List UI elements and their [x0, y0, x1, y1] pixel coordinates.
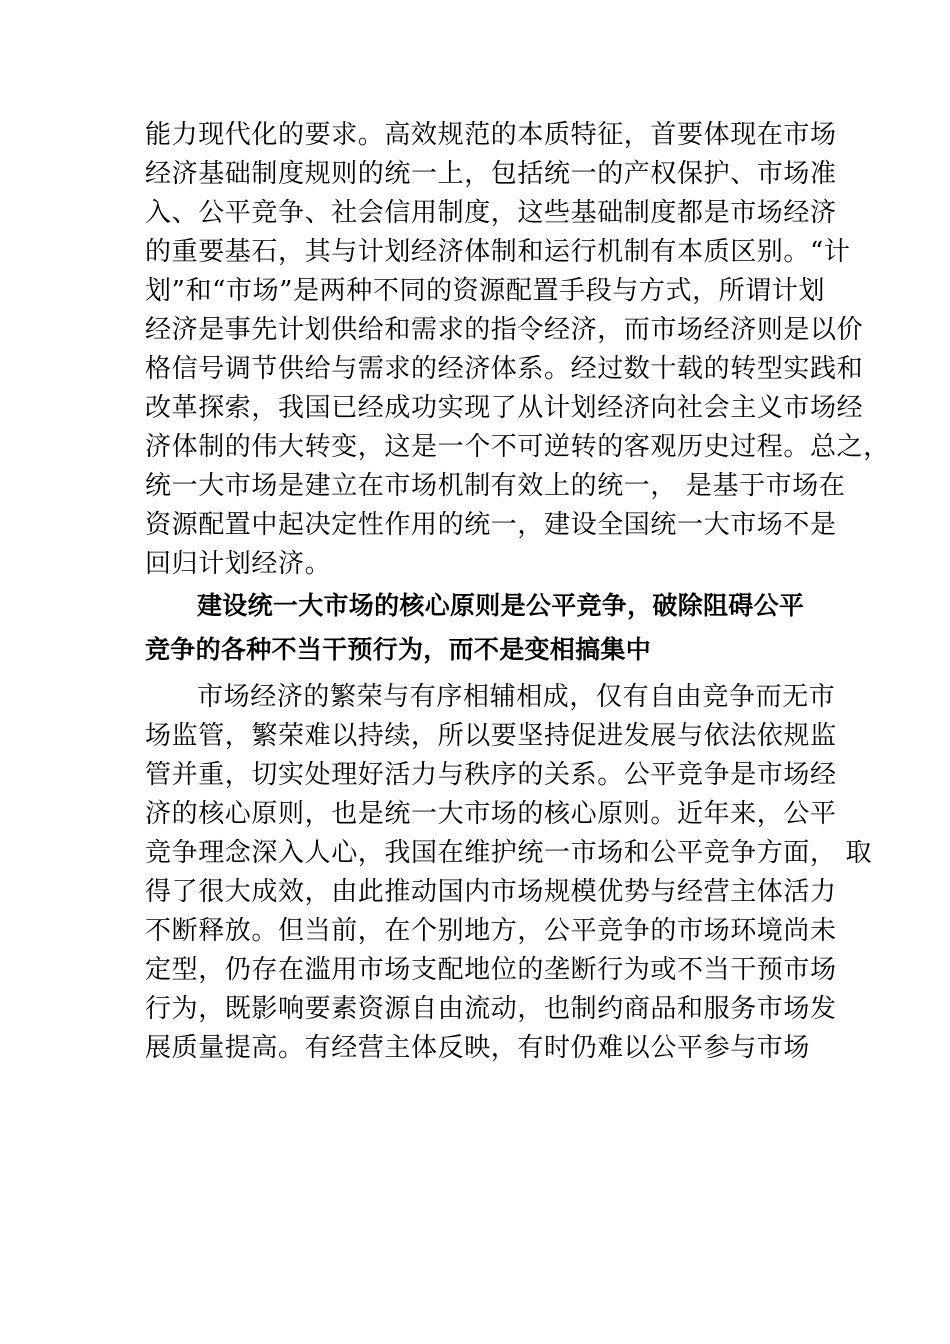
paragraph-2-line: 市场经济的繁荣与有序相辅相成，仅有自由竞争而无市: [197, 682, 836, 712]
paragraph-2-line: 定型，仍存在滥用市场支配地位的垄断行为或不当干预市场: [145, 955, 837, 985]
paragraph-2-line: 竞争理念深入人心，我国在维护统一市场和公平竞争方面， 取: [145, 838, 873, 868]
paragraph-2-line: 济的核心原则，也是统一大市场的核心原则。近年来，公平: [145, 799, 837, 829]
paragraph-2-line: 得了很大成效，由此推动国内市场规模优势与经营主体活力: [145, 877, 837, 907]
section-heading-line: 竞争的各种不当干预行为，而不是变相搞集中: [145, 635, 652, 664]
paragraph-1-line: 入、公平竞争、社会信用制度，这些基础制度都是市场经济: [145, 198, 837, 228]
paragraph-1-line: 资源配置中起决定性作用的统一，建设全国统一大市场不是: [145, 510, 837, 540]
section-heading: [145, 584, 825, 672]
paragraph-1-line: 经济是事先计划供给和需求的指令经济，而市场经济则是以价: [145, 315, 864, 345]
paragraph-1-line: 经济基础制度规则的统一上，包括统一的产权保护、市场准: [145, 159, 837, 189]
paragraph-1-line: 的重要基石，其与计划经济体制和运行机制有本质区别。“计: [145, 237, 851, 267]
paragraph-2-line: 管并重，切实处理好活力与秩序的关系。公平竞争是市场经: [145, 760, 837, 790]
paragraph-2-line: 行为，既影响要素资源自由流动，也制约商品和服务市场发: [145, 994, 837, 1024]
paragraph-1-line: 统一大市场是建立在市场机制有效上的统一， 是基于市场在: [145, 471, 846, 501]
paragraph-1-line: 改革探索，我国已经成功实现了从计划经济向社会主义市场经: [145, 393, 864, 423]
paragraph-2-line: 不断释放。但当前，在个别地方，公平竞争的市场环境尚未: [145, 916, 837, 946]
paragraph-1-line: 格信号调节供给与需求的经济体系。经过数十载的转型实践和: [145, 354, 864, 384]
paragraph-1-line: 回归计划经济。: [145, 549, 332, 579]
paragraph-1-line: 能力现代化的要求。高效规范的本质特征，首要体现在市场: [145, 120, 837, 150]
paragraph-2-line: 展质量提高。有经营主体反映，有时仍难以公平参与市场: [145, 1033, 811, 1063]
paragraph-1-line: 济体制的伟大转变，这是一个不可逆转的客观历史过程。总之，: [145, 432, 890, 462]
section-heading-line: 建设统一大市场的核心原则是公平竞争，破除阻碍公平: [197, 591, 805, 620]
paragraph-2-line: 场监管，繁荣难以持续，所以要坚持促进发展与依法依规监: [145, 721, 837, 751]
paragraph-1-line: 划”和“市场”是两种不同的资源配置手段与方式，所谓计划: [145, 276, 826, 306]
paragraph-1: [145, 116, 890, 584]
document-body: [145, 116, 890, 1068]
paragraph-2: [145, 678, 873, 1068]
